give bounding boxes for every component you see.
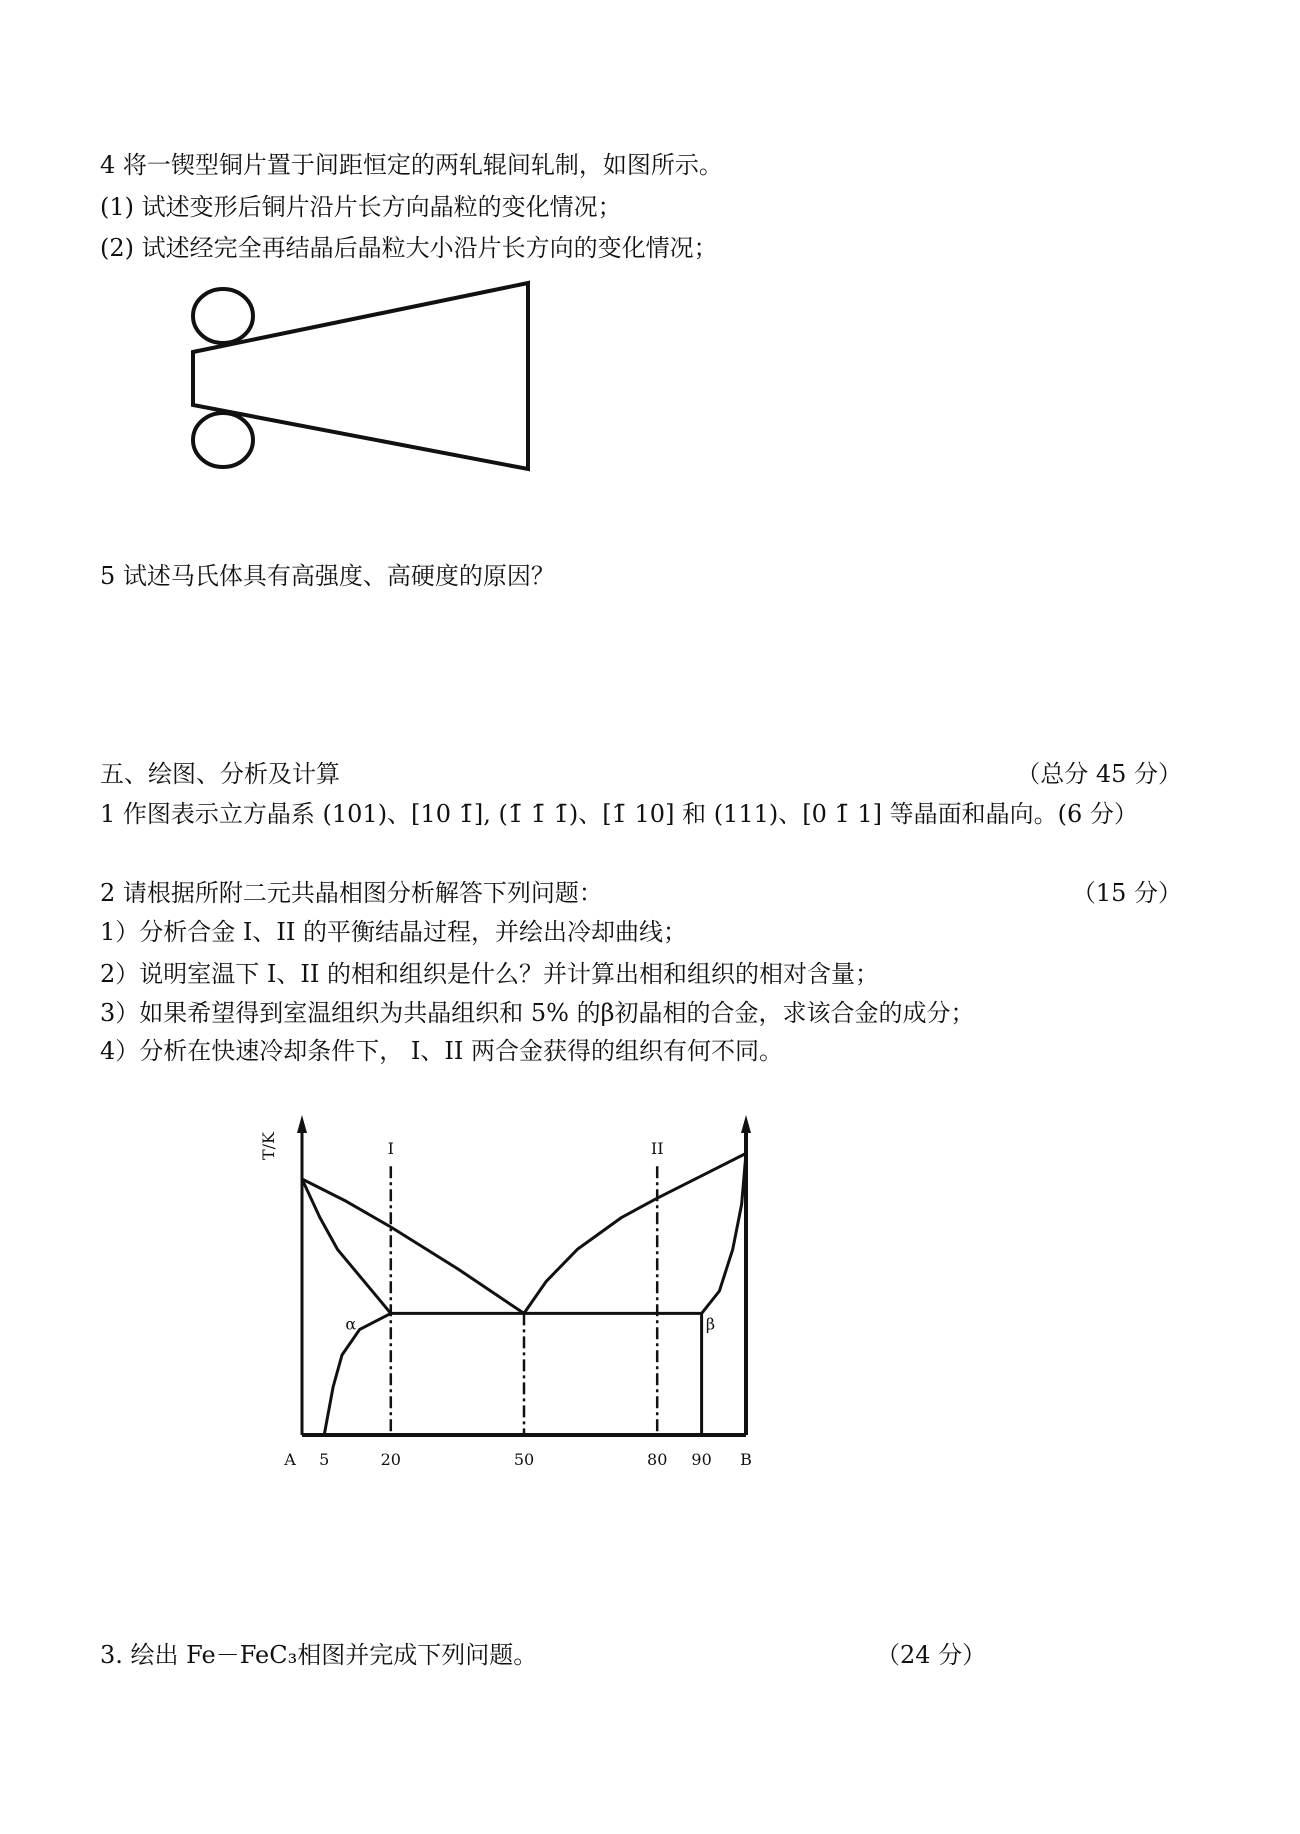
section-5-question-1: 1 作图表示立方晶系 (101)、[10 1̄], (1̄ 1̄ 1̄)、[1̄ 10] 和 (111)、[0 1̄ 1] 等晶面和晶向。(6 分） <box>100 800 1138 828</box>
liquidus-right-curve <box>524 1153 746 1313</box>
x-tick-label: 80 <box>647 1450 668 1469</box>
solidus-beta-curve <box>702 1153 746 1313</box>
phase-diagram <box>259 1115 752 1469</box>
right-axis-arrow-icon <box>741 1115 751 1133</box>
question-2-item: 3）如果希望得到室温组织为共晶组织和 5% 的β初晶相的合金，求该合金的成分； <box>100 999 975 1027</box>
alloy-label: II <box>650 1139 664 1159</box>
x-tick-label: 90 <box>691 1450 712 1469</box>
section-5-question-2-title: 2 请根据所附二元共晶相图分析解答下列问题： <box>100 879 603 907</box>
question-4-part-1: (1) 试述变形后铜片沿片长方向晶粒的变化情况； <box>100 193 622 221</box>
x-tick-label: B <box>740 1450 752 1469</box>
phase-label: β <box>705 1314 716 1334</box>
solvus-alpha-curve <box>324 1313 391 1435</box>
lower-roller <box>193 413 253 467</box>
upper-roller <box>193 289 253 343</box>
x-tick-label: 5 <box>319 1450 330 1469</box>
section-5-question-2-score: （15 分） <box>1071 879 1182 907</box>
section-5-score: （总分 45 分） <box>1016 760 1182 788</box>
question-4-part-2: (2) 试述经完全再结晶后晶粒大小沿片长方向的变化情况； <box>100 234 718 262</box>
rolling-diagram <box>193 283 528 469</box>
section-5-question-3-score: （24 分） <box>876 1641 987 1669</box>
phase-label: α <box>345 1314 357 1334</box>
y-axis-label: T/K <box>259 1131 278 1160</box>
alloy-label: I <box>387 1139 394 1159</box>
x-tick-label: 20 <box>380 1450 401 1469</box>
question-2-item: 4）分析在快速冷却条件下， I、II 两合金获得的组织有何不同。 <box>100 1037 783 1065</box>
wedge-copper-plate <box>193 283 528 469</box>
question-2-item: 2）说明室温下 I、II 的相和组织是什么？并计算出相和组织的相对含量； <box>100 960 879 988</box>
left-axis-arrow-icon <box>297 1115 307 1133</box>
solidus-alpha-curve <box>302 1179 391 1313</box>
question-5-title: 5 试述马氏体具有高强度、高硬度的原因？ <box>100 562 555 590</box>
question-4-title: 4 将一锲型铜片置于间距恒定的两轧辊间轧制，如图所示。 <box>100 151 723 179</box>
question-2-item: 1）分析合金 I、II 的平衡结晶过程，并绘出冷却曲线； <box>100 918 687 946</box>
section-5-question-3-title: 3. 绘出 Fe－FeC₃相图并完成下列问题。 <box>100 1641 538 1669</box>
x-tick-label: 50 <box>513 1450 535 1469</box>
section-5-title: 五、绘图、分析及计算 <box>100 760 340 788</box>
x-tick-label: A <box>284 1450 296 1469</box>
